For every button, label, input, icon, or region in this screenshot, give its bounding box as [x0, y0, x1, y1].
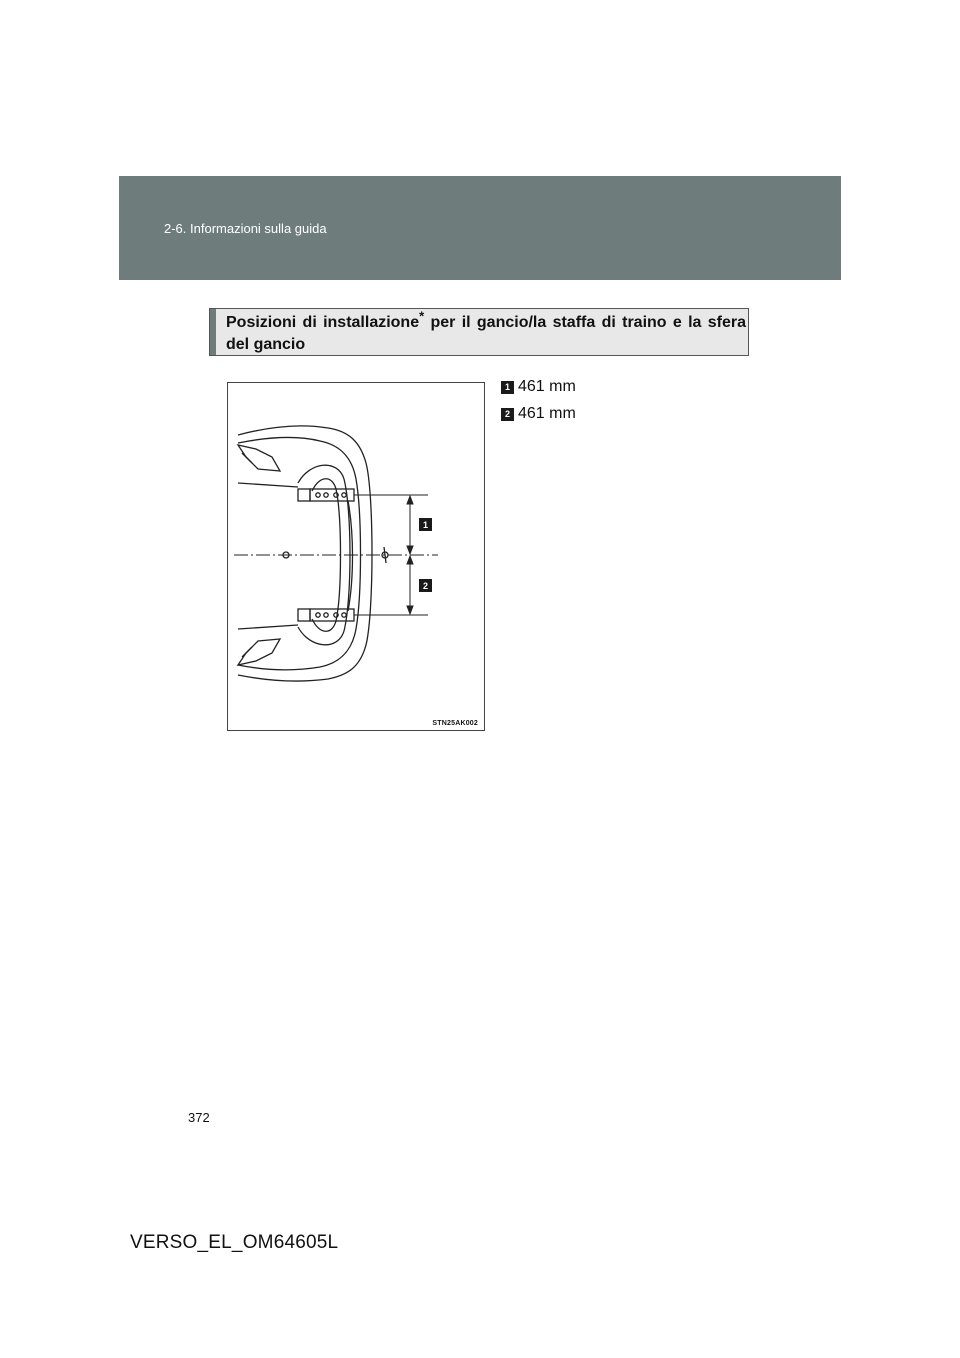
document-code: VERSO_EL_OM64605L: [130, 1232, 339, 1253]
section-heading-box: [209, 308, 749, 356]
towing-hitch-diagram: [227, 382, 485, 731]
section-breadcrumb: 2-6. Informazioni sulla guida: [164, 221, 327, 236]
legend-item-1: [501, 378, 576, 396]
section-heading: [226, 308, 747, 356]
legend-text-2: 461 mm: [518, 405, 576, 422]
footnote-mark: *: [419, 308, 425, 324]
section-heading-accent: [210, 309, 216, 355]
callout-label-1: 1: [422, 520, 429, 530]
car-rear-view-illustration: [228, 383, 484, 730]
legend-badge-2: 2: [501, 408, 514, 421]
legend-text-1: 461 mm: [518, 378, 576, 395]
section-heading-part2: per il gancio/la staffa di traino e la sfera del gancio: [226, 314, 747, 353]
legend-badge-1: 1: [501, 381, 514, 394]
legend-item-2: [501, 405, 576, 423]
callout-label-2: 2: [422, 581, 429, 591]
page-number: 372: [188, 1110, 210, 1125]
section-heading-part1: Posizioni di installazione: [226, 314, 420, 331]
figure-code: STN25AK002: [432, 720, 478, 727]
